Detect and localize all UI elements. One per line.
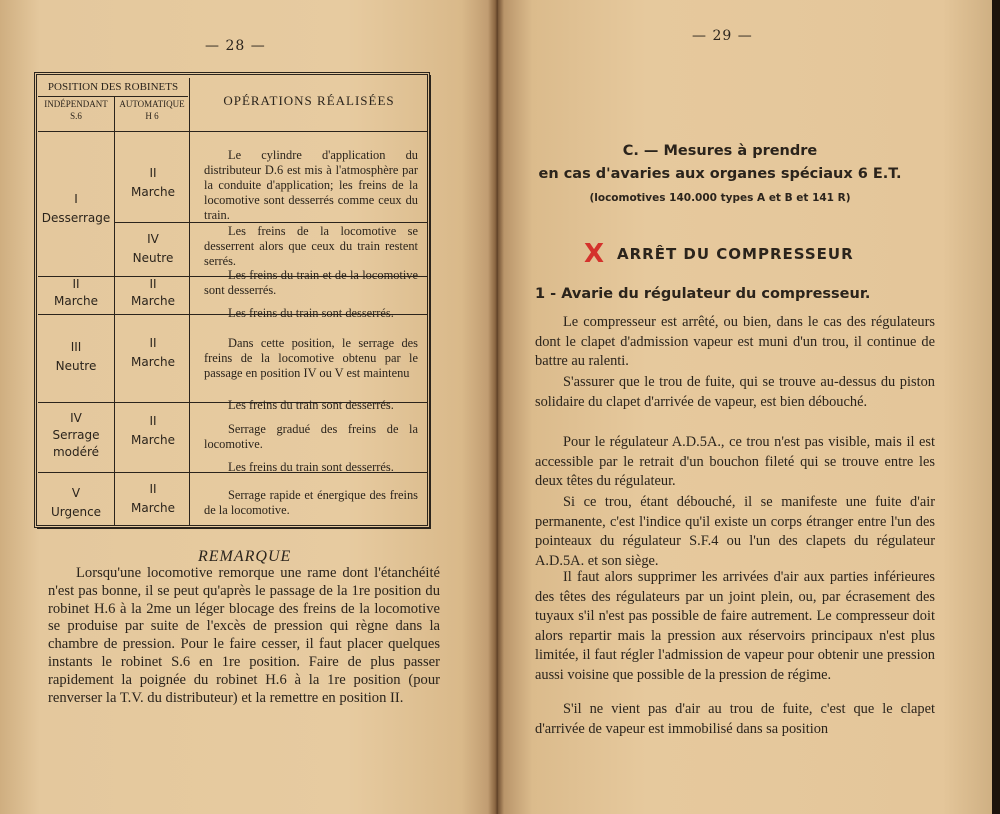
row5-h6-label: Marche (131, 501, 175, 515)
row2-h6-num: II (149, 277, 157, 291)
section-heading: ARRÊT DU COMPRESSEUR (617, 245, 854, 263)
row5-s6-cell (40, 484, 112, 522)
row1-ops-a: Le cylindre d'application du distributeur D.6 est mis à l'atmosphère par la conduite d'application; les freins de la locomotive sont desserrés comme ceux du train. (204, 148, 418, 222)
section-title-line1: C. — Mesures à prendre (622, 143, 818, 159)
row3-ops-b: Dans cette position, le serrage des freins de la locomotive obtenu par le passage en position IV ou V est maintenu (204, 336, 418, 380)
right-edge (992, 0, 1000, 814)
row2-s6-num: II (72, 277, 80, 291)
row1-h6-cell-b (118, 230, 188, 268)
table-header-operations: OPÉRATIONS RÉALISÉES (223, 93, 395, 108)
row4-ops-a: Les freins du train sont desserrés. (228, 398, 394, 412)
book-gutter (488, 0, 504, 814)
row1-s6-cell (40, 190, 112, 228)
row2-h6-label: Marche (131, 294, 175, 308)
row1-h6b-num: IV (147, 232, 159, 246)
table-header-s6 (38, 98, 114, 122)
row2-h6-cell (118, 276, 188, 310)
header-row-divider (38, 131, 428, 132)
row2-s6-cell (40, 276, 112, 310)
row1-h6b-label: Neutre (132, 251, 174, 265)
row5-s6-label: Urgence (50, 505, 102, 519)
paragraph-5: Il faut alors supprimer les arrivées d'air aux parties inférieures des têtes des régulateurs par un joint plein, ou, par écrasement des tuyaux s'il n'est pas possible de faire autrement. Le compresseur doit alors repartir mais la pression aux réservoirs principaux n'est plus limitée, il faut régler l'admission de vapeur pour obtenir une pression aussi voisine que possible de la pression de régime. (535, 569, 935, 683)
row1-h6-cell-a (118, 164, 188, 202)
header-s6-line2: S.6 (70, 111, 82, 121)
row3-h6-cell (118, 334, 188, 372)
page-number-right: — 29 — (692, 28, 753, 44)
row3-s6-label: Neutre (55, 359, 97, 373)
table-header-position: POSITION DES ROBINETS (38, 78, 188, 97)
row5-s6-num: V (71, 486, 81, 500)
row3-s6-num: III (70, 340, 82, 354)
row2-ops: Les freins du train et de la locomotive sont desserrés. (204, 268, 418, 297)
row1-s6-label: Desserrage (41, 211, 111, 225)
row4-h6-label: Marche (131, 433, 175, 447)
red-cross-mark: X (584, 239, 605, 269)
remarque-title: REMARQUE (198, 548, 292, 565)
paragraph-4: Si ce trou, étant débouché, il se manifeste une fuite d'air permanente, c'est l'indice qu'il existe un corps étranger entre l'un des pointeaux du régulateur S.F.4 ou l'un des clapets du régulateur A.D.5A. et son siège. (535, 494, 935, 569)
row3-h6-num: II (149, 336, 157, 350)
paragraph-3: Pour le régulateur A.D.5A., ce trou n'est pas visible, mais il est accessible par le retrait d'un bouchon fileté qui se trouve entre les deux têtes du régulateur. (535, 434, 935, 490)
col-divider-2 (189, 78, 190, 526)
row5-ops-a: Les freins du train sont desserrés. (228, 460, 394, 474)
row4-s6-label2: modéré (52, 445, 100, 459)
header-h6-line1: AUTOMATIQUE (119, 99, 185, 109)
row3-ops-a: Les freins du train sont desserrés. (228, 306, 394, 320)
row4-s6-num: IV (70, 411, 82, 425)
subsection-heading: 1 - Avarie du régulateur du compresseur. (535, 286, 871, 302)
row5-h6-num: II (149, 482, 157, 496)
remarque-paragraph: Lorsqu'une locomotive remorque une rame dont l'étanchéité n'est pas bonne, il se peut qu'après le passage de la 1re position du robinet H.6 à la 2me un léger blocage des freins de la locomotive se produise par suite de l'excès de pression qui règne dans la chambre de pression. Pour le faire cesser, il faut placer quelques instants le robinet S.6 en 1re position. Faire de plus passer rapidement la poignée du robinet H.6 à la 1re position (pour renverser la T.V. du distributeur) et la remettre en position II. (48, 565, 440, 706)
header-s6-line1: INDÉPENDANT (44, 99, 108, 109)
row1-ops-b: Les freins de la locomotive se desserrent alors que ceux du train restent serrés. (204, 224, 418, 268)
row5-ops-b: Serrage rapide et énergique des freins de la locomotive. (204, 488, 418, 517)
table-header-h6 (116, 98, 188, 122)
row4-s6-cell (40, 410, 112, 461)
row4-s6-label: Serrage (52, 428, 100, 442)
section-title-line2: en cas d'avaries aux organes spéciaux 6 E.T. (538, 166, 902, 182)
row5-h6-cell (118, 480, 188, 518)
row4-ops-b: Serrage gradué des freins de la locomotive. (204, 422, 418, 451)
row1-h6a-label: Marche (131, 185, 175, 199)
row4-h6-cell (118, 412, 188, 450)
col-divider-1 (114, 96, 115, 526)
row1-h6a-num: II (149, 166, 157, 180)
paragraph-2: S'assurer que le trou de fuite, qui se trouve au-dessus du piston solidaire du clapet d'arrivée de vapeur, est bien débouché. (535, 374, 935, 410)
header-h6-line2: H 6 (145, 111, 159, 121)
section-subtitle: (locomotives 140.000 types A et B et 141 R) (589, 192, 851, 204)
paragraph-1: Le compresseur est arrêté, ou bien, dans le cas des régulateurs dont le clapet d'admission vapeur est muni d'un trou, il continue de battre au ralenti. (535, 314, 935, 370)
row3-h6-label: Marche (131, 355, 175, 369)
row3-s6-cell (40, 338, 112, 376)
row4-h6-num: II (149, 414, 157, 428)
paragraph-6: S'il ne vient pas d'air au trou de fuite, c'est que le clapet d'arrivée de vapeur est immobilisé dans sa position (535, 701, 935, 737)
page-number-left: — 28 — (205, 38, 266, 54)
row2-s6-label: Marche (54, 294, 98, 308)
row1-s6-num: I (74, 192, 78, 206)
